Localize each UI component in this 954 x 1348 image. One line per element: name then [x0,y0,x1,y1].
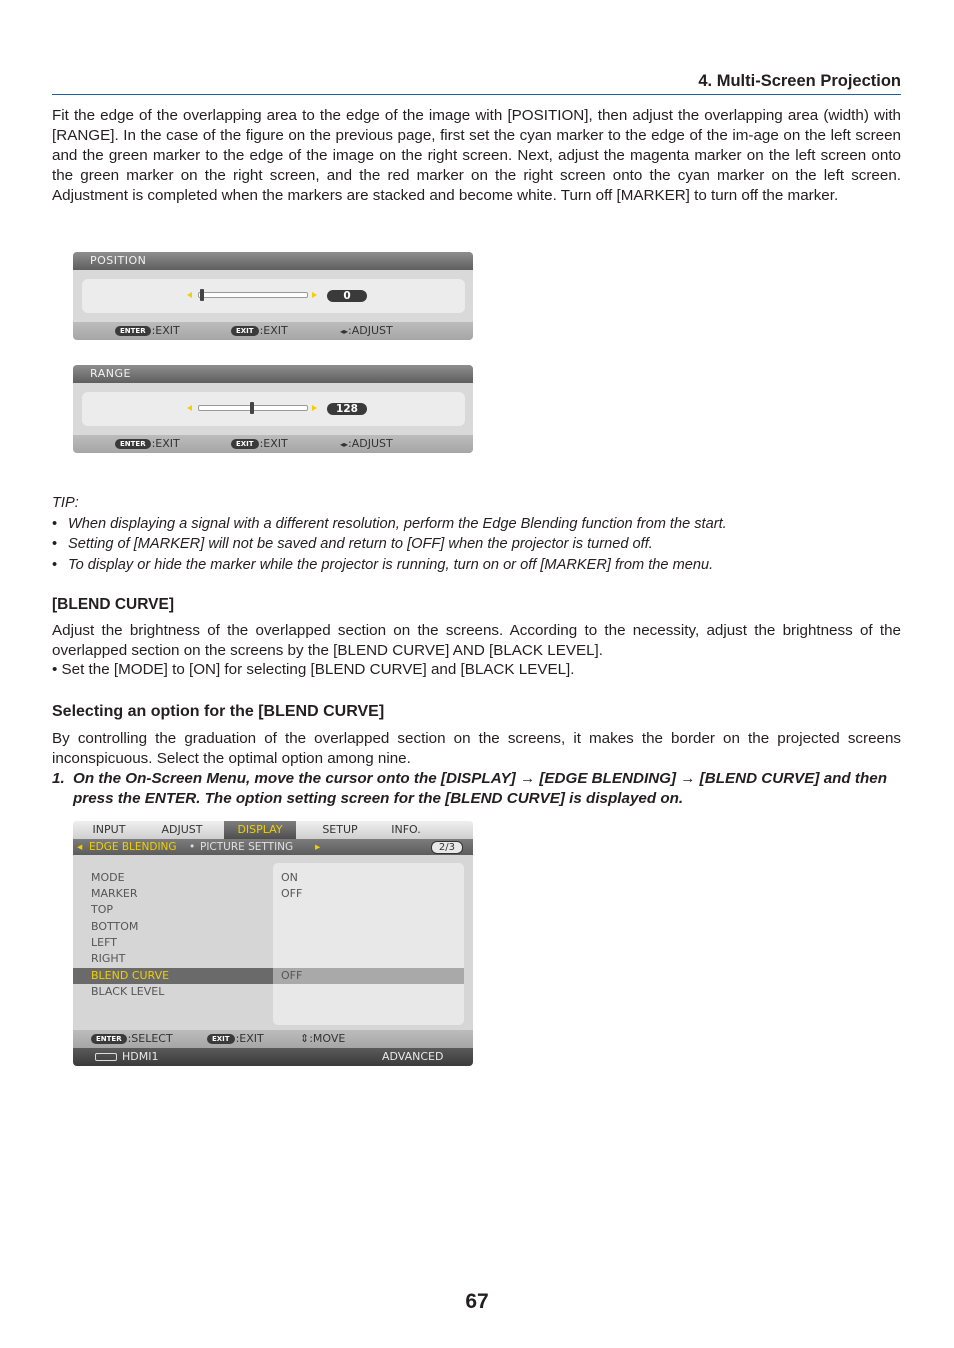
subheading: Selecting an option for the [BLEND CURVE] [52,703,385,720]
crumb-edge-blending[interactable]: EDGE BLENDING [89,841,177,853]
menu-row-right[interactable]: RIGHT [91,952,126,965]
osd-footer [73,322,473,340]
decrease-arrow-icon[interactable] [187,292,192,298]
range-slider-knob[interactable] [250,402,254,414]
menu-tabs [73,821,473,839]
bullet-icon: • [52,536,58,552]
left-right-arrows-icon: ◂▸ [340,440,349,449]
tip-item: • When displaying a signal with a different resolution, perform the Edge Blending function from the start. [52,514,901,535]
menu-row-marker[interactable]: MARKER OFF [91,887,303,900]
mode-bullet: • Set the [MODE] to [ON] for selecting [BLEND CURVE] and [BLACK LEVEL]. [52,661,575,678]
left-right-arrows-icon: ◂▸ [340,327,349,336]
crumb-picture-setting[interactable]: PICTURE SETTING [200,841,294,853]
step-number: 1. [52,770,65,787]
tab-adjust[interactable]: ADJUST [161,823,203,836]
enter-key-icon: ENTER [91,1034,127,1044]
osd-title: POSITION [73,252,473,270]
menu-row-left[interactable]: LEFT [91,936,117,949]
adjust-hint: :ADJUST [348,324,393,337]
increase-arrow-icon[interactable] [312,405,317,411]
crumb-right-arrow-icon[interactable]: ▸ [315,841,321,853]
range-osd [73,365,473,453]
enter-key-icon: ENTER [115,326,151,336]
tab-input[interactable]: INPUT [92,823,126,836]
tab-setup[interactable]: SETUP [322,823,358,836]
move-hint: :MOVE [309,1032,346,1045]
hdmi-port-icon [95,1053,117,1061]
position-value: 0 [327,290,367,302]
menu-row-top[interactable]: TOP [91,903,114,916]
enter-hint: :EXIT [151,324,180,337]
tab-display[interactable]: DISPLAY [224,821,296,839]
bullet-icon: • [52,556,58,573]
tip-label: TIP: [52,495,79,511]
tab-info[interactable]: INFO. [391,823,421,836]
tip-item: • Setting of [MARKER] will not be saved and return to [OFF] when the projector is turned off. [52,534,901,555]
menu-mode: ADVANCED [382,1050,444,1063]
menu-row-blend-curve[interactable]: BLEND CURVE OFF [73,968,464,984]
blend-option-paragraph: By controlling the graduation of the overlapped section on the screens, it makes the border on the projected screens inconspicuous. Select the optimal option among nine. [52,730,901,767]
position-osd [73,252,473,340]
section-header [52,72,901,95]
exit-hint: :EXIT [259,324,288,337]
decrease-arrow-icon[interactable] [187,405,192,411]
submenu-breadcrumb [73,839,473,855]
exit-hint: :EXIT [259,437,288,450]
step-text: On the On-Screen Menu, move the cursor onto the [DISPLAY] → [EDGE BLENDING] → [BLEND CURVE] and then press the ENTER. The option setting screen for the [BLEND CURVE] is displayed on. [73,770,887,807]
range-value: 128 [327,403,367,415]
blend-curve-heading: [BLEND CURVE] [52,596,174,613]
input-source: HDMI1 [122,1050,159,1063]
exit-key-icon: EXIT [231,326,259,336]
tip-item: • To display or hide the marker while the projector is running, turn on or off [MARKER] from the menu. [52,555,901,576]
menu-status-bar [73,1048,473,1066]
adjust-hint: :ADJUST [348,437,393,450]
position-slider-track[interactable] [198,292,308,298]
menu-row-mode[interactable]: MODE ON [91,871,298,884]
page-indicator: 2/3 [431,841,463,854]
crumb-separator: • [189,841,196,853]
enter-key-icon: ENTER [115,439,151,449]
step-1 [52,769,901,809]
crumb-left-arrow-icon[interactable]: ◂ [77,841,83,853]
increase-arrow-icon[interactable] [312,292,317,298]
onscreen-menu [73,821,473,1066]
intro-paragraph: Fit the edge of the overlapping area to the edge of the image with [POSITION], then adjust the overlapping area (width) with [RANGE]. In the case of the figure on the previous page, first set the cyan marker to the edge of the im-age on the left screen and the green marker to the edge of the image on the right screen. Next, adjust the magenta marker on the left screen onto the green marker on the right screen, and the red marker on the right screen onto the cyan marker on the left screen. Adjustment is completed when the markers are stacked and become white. Turn off [MARKER] to turn off the marker. [52,107,901,204]
select-hint: :SELECT [127,1032,173,1045]
tip-block [52,493,901,575]
exit-hint: :EXIT [235,1032,264,1045]
osd-footer [73,435,473,453]
menu-row-black-level[interactable]: BLACK LEVEL [91,985,165,998]
menu-footer [73,1030,473,1048]
bullet-icon: • [52,515,58,532]
exit-key-icon: EXIT [231,439,259,449]
position-slider-knob[interactable] [200,289,204,301]
page-number: 67 [465,1290,489,1313]
osd-title: RANGE [73,365,473,383]
up-down-arrows-icon: ⇕ [300,1032,310,1045]
menu-row-bottom[interactable]: BOTTOM [91,920,139,933]
enter-hint: :EXIT [151,437,180,450]
exit-key-icon: EXIT [207,1034,235,1044]
section-title: 4. Multi-Screen Projection [698,72,901,90]
blend-curve-paragraph: Adjust the brightness of the overlapped section on the screens. According to the necessity, adjust the brightness of the overlapped section on the screens by the [BLEND CURVE] AND [BLACK LEVEL]. [52,622,901,659]
